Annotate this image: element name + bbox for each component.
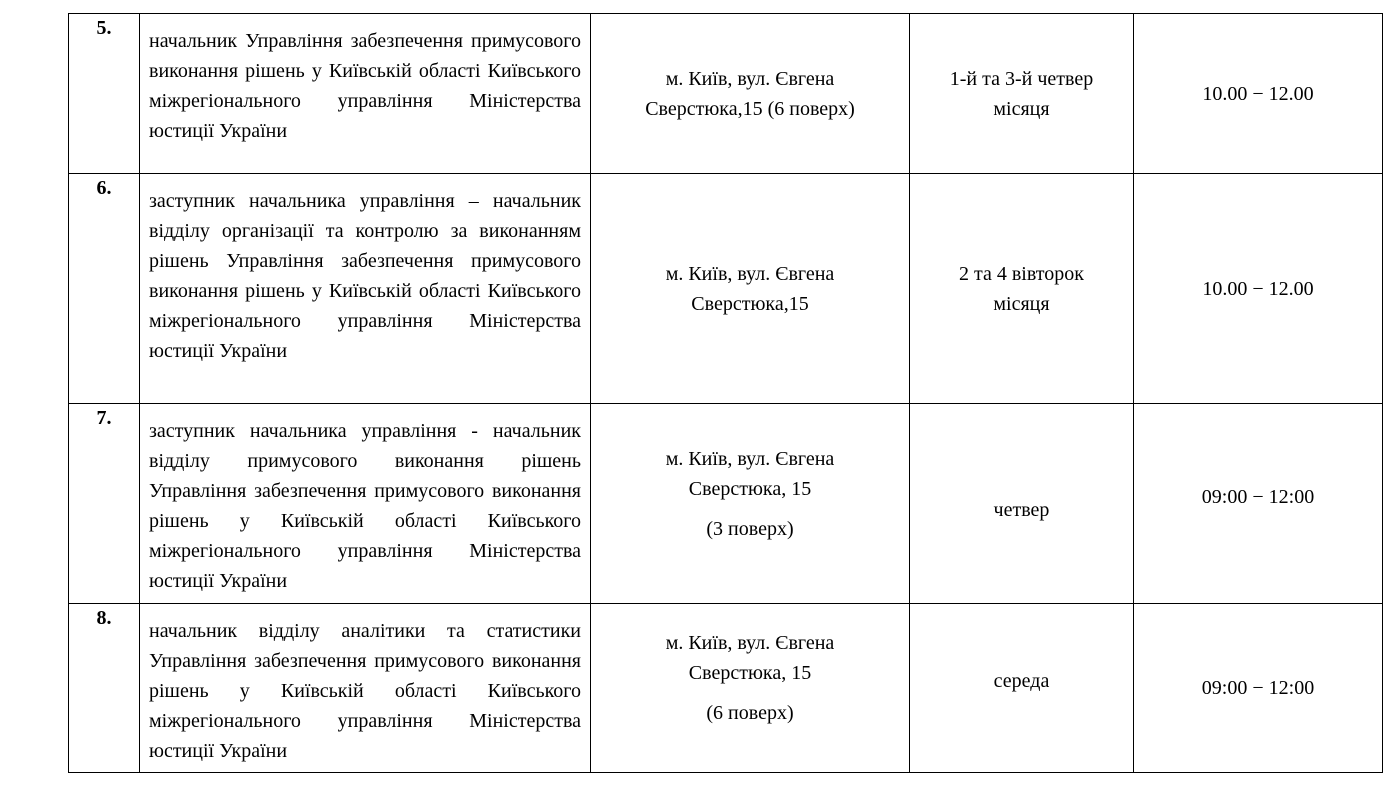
day-line: середа [993, 670, 1050, 692]
address-line: Сверстюка, 15 [688, 662, 812, 684]
reception-day [910, 604, 1134, 773]
reception-address [591, 174, 910, 404]
day-line: четвер [993, 498, 1050, 521]
reception-time [1134, 604, 1383, 773]
table-row [69, 174, 1383, 404]
reception-day [910, 404, 1134, 604]
table-row [69, 14, 1383, 174]
address-line: Сверстюка, 15 [688, 477, 812, 500]
address-floor: (6 поверх) [706, 702, 794, 724]
day-line: 2 та 4 вівторок [959, 262, 1084, 285]
time-text: 10.00 − 12.00 [1202, 277, 1314, 300]
reception-time [1134, 14, 1383, 174]
time-text: 09:00 − 12:00 [1201, 677, 1315, 699]
address-line: м. Київ, вул. Євгена [665, 67, 835, 90]
reception-day [910, 174, 1134, 404]
reception-day [910, 14, 1134, 174]
address-line: м. Київ, вул. Євгена [665, 632, 835, 654]
table-row [69, 404, 1383, 604]
reception-address [591, 604, 910, 773]
time-text: 09:00 − 12:00 [1201, 485, 1315, 508]
time-text: 10.00 − 12.00 [1202, 82, 1314, 105]
row-number: 7. [69, 404, 140, 604]
address-line: Сверстюка,15 [691, 292, 809, 315]
address-line: м. Київ, вул. Євгена [665, 262, 835, 285]
row-number: 6. [69, 174, 140, 404]
reception-time [1134, 404, 1383, 604]
day-line: 1-й та 3-й четвер [949, 67, 1094, 90]
official-position: заступник начальника управління - начальник відділу примусового виконання рішень Управління забезпечення примусового виконання рішень у Київській області Київського міжрегіонального управління Міністерства юстиції України [140, 404, 591, 604]
table-row [69, 604, 1383, 773]
row-number: 5. [69, 14, 140, 174]
address-line: м. Київ, вул. Євгена [665, 447, 835, 470]
day-line: місяця [993, 97, 1050, 120]
row-number: 8. [69, 604, 140, 773]
reception-address [591, 404, 910, 604]
reception-schedule-table [68, 13, 1383, 773]
reception-time [1134, 174, 1383, 404]
day-line: місяця [993, 292, 1050, 315]
official-position: начальник Управління забезпечення примусового виконання рішень у Київській області Київського міжрегіонального управління Міністерства юстиції України [140, 14, 591, 174]
official-position: заступник начальника управління – начальник відділу організації та контролю за виконанням рішень Управління забезпечення примусового виконання рішень у Київській області Київського міжрегіонального управління Міністерства юстиції України [140, 174, 591, 404]
official-position: начальник відділу аналітики та статистики Управління забезпечення примусового виконання рішень у Київській області Київського міжрегіонального управління Міністерства юстиції України [140, 604, 591, 773]
address-line: Сверстюка,15 (6 поверх) [645, 97, 855, 120]
address-floor: (3 поверх) [706, 517, 794, 540]
reception-address [591, 14, 910, 174]
